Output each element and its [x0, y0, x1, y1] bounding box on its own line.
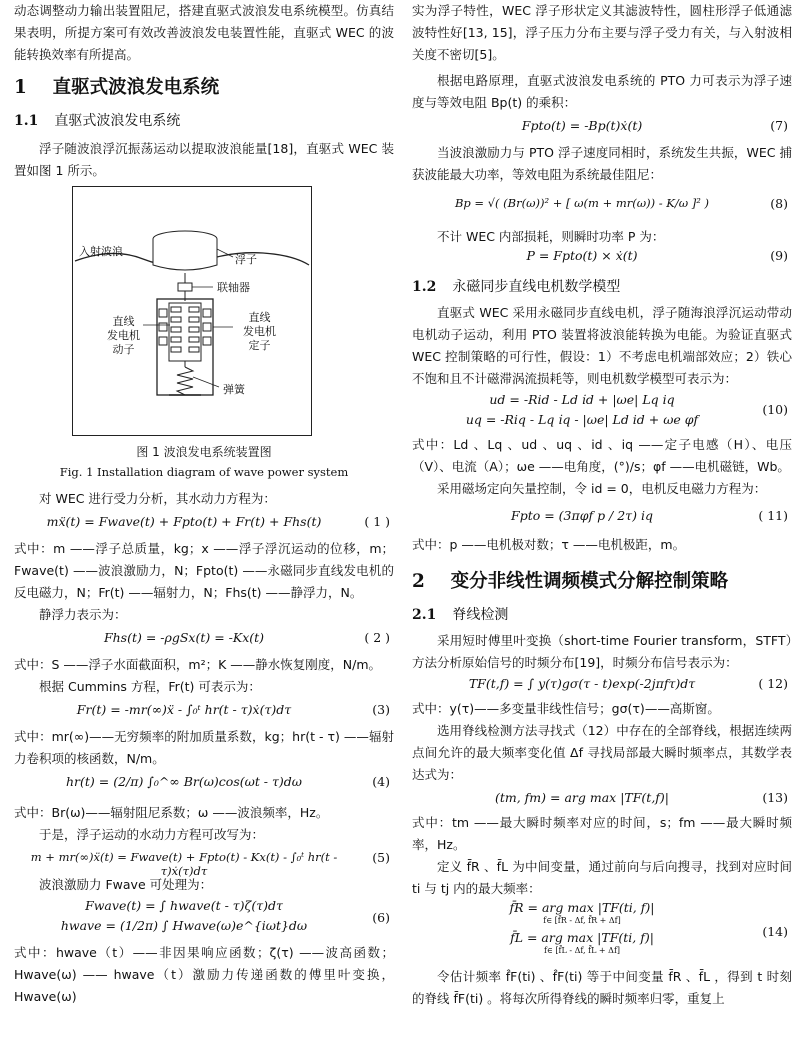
paragraph: 式中：mr(∞)——无穷频率的附加质量系数，kg；hr(t - τ) ——辐射力卷积项的核函数，N/m。 — [14, 729, 394, 766]
equation-9 — [412, 248, 792, 270]
label-mover-line2: 发电机 — [107, 329, 140, 342]
subsection-2-1-heading — [412, 604, 792, 626]
paragraph: 令估计频率 f̂F(ti) 、f̂F(ti) 等于中间变量 f̄R 、f̄L ，得到 t 时刻的脊线 f̄F(ti) 。将每次所得脊线的瞬时频率归零，重复上 — [412, 969, 792, 1006]
equation-14 — [412, 900, 792, 966]
equation-line-b: uq = -Riq - Lq i̇q - |ωe| Ld id + ωe φf — [465, 412, 699, 427]
equation-line-b: f̄L = arg max |TF(ti, f)| — [510, 930, 654, 945]
subsection-title: 永磁同步直线电机数学模型 — [452, 279, 621, 295]
paragraph: 采用磁场定向矢量控制，令 id = 0，电机反电磁力方程为： — [437, 481, 767, 496]
equation-11 — [412, 500, 792, 534]
equation-number: (14) — [762, 924, 788, 939]
subsection-title: 脊线检测 — [452, 607, 509, 623]
equation-body: hr(t) = (2/π) ∫₀^∞ Br(ω)cos(ωt - τ)dω — [65, 774, 302, 789]
equation-number: (13) — [762, 790, 788, 805]
label-stator — [243, 311, 276, 353]
intro-paragraph: 动态调整动力输出装置阻尼，搭建直驱式波浪发电系统模型。仿真结果表明，所提方案可有效改善波浪发电装置性能，直驱式 WEC 的波能转换效率有所提高。 — [14, 3, 394, 62]
paragraph: 不计 WEC 内部损耗，则瞬时功率 P 为： — [437, 229, 665, 244]
equation-number: (3) — [372, 702, 390, 717]
equation-6 — [14, 896, 394, 942]
equation-body: Fhs(t) = -ρgSx(t) = -Kx(t) — [103, 630, 265, 645]
section-number: 2 — [412, 571, 425, 592]
left-column — [14, 0, 394, 1057]
right-column — [412, 0, 792, 1057]
equation-body: m + mr(∞)ẍ(t) = Fwave(t) + Fpto(t) - Kx(t) - ∫₀ᵗ hr(t - τ)ẋ(τ)dτ — [30, 850, 338, 878]
section-title: 变分非线性调频模式分解控制策略 — [450, 571, 729, 592]
paragraph: 当波浪激励力与 PTO 浮子速度同相时，系统发生共振，WEC 捕获波能最大功率，等效电阻为系统最佳阻尼： — [412, 145, 792, 182]
subsection-1-1-heading — [14, 110, 394, 132]
equation-line-b-range: f∈ [f̄L - Δf, f̄L + Δf] — [543, 946, 621, 955]
paragraph: 根据 Cummins 方程，Fr(t) 可表示为： — [39, 679, 261, 694]
paragraph: 式中：Br(ω)——辐射阻尼系数；ω ——波浪频率，Hz。 — [14, 805, 329, 820]
paragraph: 式中：hwave（t）——非因果响应函数；ζ(τ) ——波高函数；Hwave(ω) —— hwave（t）激励力传递函数的傅里叶变换，Hwave(ω) — [14, 945, 394, 1004]
paragraph: 式中：m ——浮子总质量，kg；x ——浮子浮沉运动的位移，m；Fwave(t) ——波浪激励力，N；Fpto(t) ——永磁同步直线发电机的反电磁力，N；Fr(t) ——辐射力，N；Fhs(t) ——静浮力，N。 — [14, 541, 394, 600]
equation-12 — [412, 674, 792, 698]
equation-number: (5) — [372, 850, 390, 865]
equation-body: (tm, fm) = arg max |TF(t,f)| — [494, 790, 670, 805]
equation-number: ( 2 ) — [364, 630, 390, 645]
paragraph: 实为浮子特性，WEC 浮子形状定义其滤波特性，圆柱形浮子低通滤波特性好[13, 15]，浮子压力分布主要与浮子受力有关，与入射波相关度不密切[5]。 — [412, 3, 792, 62]
section-2-heading — [412, 568, 792, 596]
subsection-number: 1.2 — [412, 279, 437, 295]
section-title: 直驱式波浪发电系统 — [52, 77, 220, 98]
label-mover-line1: 直线 — [112, 315, 135, 328]
paragraph: 根据电路原理，直驱式波浪发电系统的 PTO 力可表示为浮子速度与等效电阻 Bp(t) 的乘积： — [412, 73, 792, 110]
equation-2 — [14, 626, 394, 654]
paragraph: 式中：Ld 、Lq 、ud 、uq 、id 、iq ——定子电感（H）、电压（V）、电流（A）；ωe ——电角度，(°)/s；φf ——电机磁链，Wb。 — [412, 437, 792, 474]
section-1-heading — [14, 74, 394, 102]
equation-body: Fr(t) = -mr(∞)ẍ - ∫₀ᵗ hr(t - τ)ẋ(τ)dτ — [76, 702, 292, 717]
paragraph: 于是，浮子运动的水动力方程可改写为： — [39, 827, 265, 842]
equation-line-a-range: f∈ [f̄R - Δf, f̄R + Δf] — [543, 916, 621, 925]
paragraph: 采用短时傅里叶变换（short-time Fourier transform，STFT）方法分析原始信号的时频分布[19]，时频分布信号表示为： — [412, 633, 792, 670]
section-number: 1 — [14, 77, 27, 98]
paragraph: 式中：p ——电机极对数；τ ——电机极距，m。 — [412, 537, 686, 552]
label-mover-line3: 动子 — [112, 343, 135, 356]
paragraph: 对 WEC 进行受力分析，其水动力方程为： — [39, 491, 276, 506]
equation-body: Fpto = (3πφf p / 2τ) iq — [511, 508, 653, 523]
equation-13 — [412, 786, 792, 812]
label-stator-line1: 直线 — [248, 311, 271, 324]
equation-body: P = Fpto(t) × ẋ(t) — [526, 248, 638, 263]
paragraph: 定义 f̄R 、f̄L 为中间变量，通过前向与后向搜寻，找到对应时间 ti 与 tj 内的最大频率： — [412, 859, 792, 896]
subsection-number: 1.1 — [14, 113, 39, 129]
equation-7 — [412, 114, 792, 142]
equation-number: (9) — [770, 248, 788, 263]
equation-number: (8) — [770, 196, 788, 211]
paragraph: 直驱式 WEC 采用永磁同步直线电机，浮子随海浪浮沉运动带动电机动子运动，利用 PTO 装置将波浪能转换为电能。为验证直驱式 WEC 控制策略的可行性，假设：1）不考虑电机端部效应；2）铁心不饱和且不计磁滞涡流损耗等，则电机数学模型可表示为： — [412, 305, 792, 386]
equation-number: (6) — [372, 910, 390, 925]
paragraph: 选用脊线检测方法寻找式（12）中存在的全部脊线，根据连续两点间允许的最大频率变化值 Δf 寻找局部最大瞬时频率点，其数学表达式为： — [412, 723, 792, 782]
equation-body: TF(t,f) = ∫ y(τ)gσ(τ - t)exp(-2jπfτ)dτ — [468, 676, 696, 691]
equation-3 — [14, 698, 394, 726]
paragraph: 式中：tm ——最大瞬时频率对应的时间，s；fm ——最大瞬时频率，Hz。 — [412, 815, 792, 852]
equation-10 — [412, 390, 792, 434]
figure-1-diagram — [72, 186, 312, 436]
equation-body: Bp = √( (Br(ω))² + [ ω(m + mr(ω)) - K/ω ]² ) — [454, 196, 710, 210]
equation-number: ( 11) — [758, 508, 788, 523]
equation-number: (4) — [372, 774, 390, 789]
paragraph: 浮子随波浪浮沉振荡运动以提取波浪能量[18]，直驱式 WEC 装置如图 1 所示。 — [14, 141, 394, 178]
subsection-number: 2.1 — [412, 607, 437, 623]
equation-number: ( 1 ) — [364, 514, 390, 529]
equation-line-a: f̄R = arg max |TF(ti, f)| — [509, 900, 655, 915]
equation-number: ( 12) — [758, 676, 788, 691]
equation-1 — [14, 510, 394, 538]
paragraph: 静浮力表示为： — [39, 607, 127, 622]
label-incident-wave: 入射波浪 — [79, 245, 123, 258]
label-spring: 弹簧 — [223, 383, 245, 396]
paragraph: 波浪激励力 Fwave 可处理为： — [39, 877, 213, 892]
equation-line-b: hwave = (1/2π) ∫ Hwave(ω)e^{iωt}dω — [60, 918, 308, 933]
equation-4 — [14, 770, 394, 802]
equation-8 — [412, 186, 792, 226]
equation-body: mẍ(t) = Fwave(t) + Fpto(t) + Fr(t) + Fhs(t) — [46, 514, 322, 529]
subsection-title: 直驱式波浪发电系统 — [54, 113, 181, 129]
equation-number: (10) — [762, 402, 788, 417]
equation-line-a: ud = -Rid - Ld i̇d + |ωe| Lq iq — [489, 392, 675, 407]
label-float: 浮子 — [235, 253, 257, 266]
equation-5 — [14, 846, 394, 878]
label-mover — [107, 315, 140, 357]
equation-number: (7) — [770, 118, 788, 133]
subsection-1-2-heading — [412, 276, 792, 298]
label-stator-line2: 发电机 — [243, 325, 276, 338]
figure-caption-cn: 图 1 波浪发电系统装置图 — [136, 445, 272, 459]
label-stator-line3: 定子 — [248, 339, 271, 352]
figure-caption-en: Fig. 1 Installation diagram of wave power system — [59, 465, 349, 479]
label-coupler: 联轴器 — [217, 281, 250, 294]
equation-line-a: Fwave(t) = ∫ hwave(t - τ)ζ(τ)dτ — [85, 898, 283, 913]
paragraph: 式中：y(τ)——多变量非线性信号；gσ(τ)——高斯窗。 — [412, 701, 720, 716]
paragraph: 式中：S ——浮子水面截面积，m²；K ——静水恢复刚度，N/m。 — [14, 657, 382, 672]
equation-body: Fpto(t) = -Bp(t)ẋ(t) — [521, 118, 643, 133]
